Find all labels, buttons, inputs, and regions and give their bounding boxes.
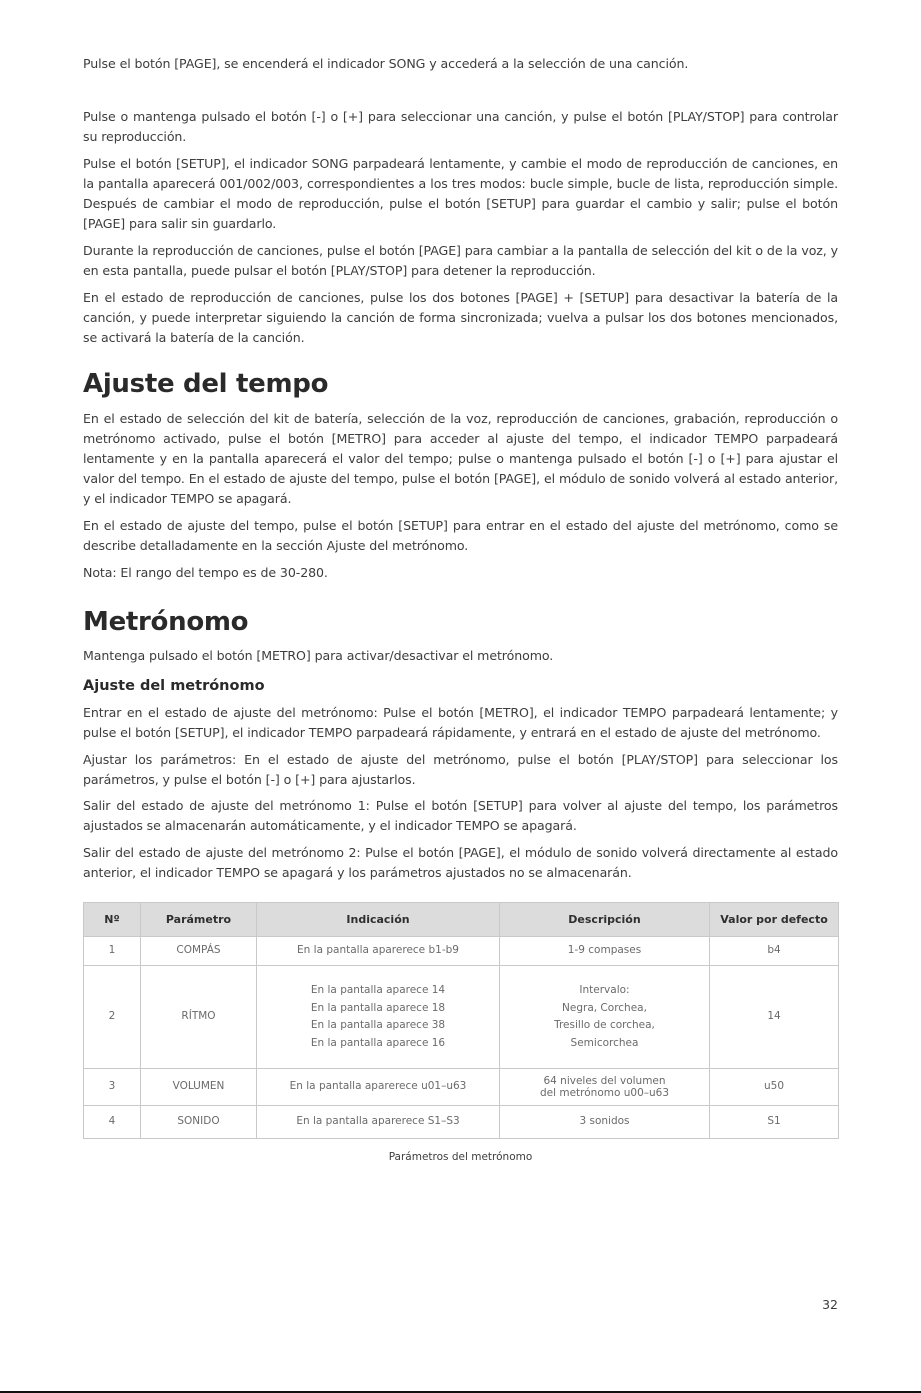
cell-num: 1 — [84, 937, 141, 966]
description-line: Tresillo de corchea, — [554, 1019, 655, 1031]
table-header-row — [84, 903, 839, 937]
description-line: del metrónomo u00–u63 — [539, 1087, 670, 1099]
header-param: Parámetro — [141, 903, 257, 937]
table-caption: Parámetros del metrónomo — [388, 1151, 533, 1163]
cell-param: VOLUMEN — [141, 1069, 257, 1106]
cell-default: S1 — [710, 1106, 839, 1139]
cell-description: 3 sonidos — [500, 1106, 710, 1139]
metronome-paragraph-3: Salir del estado de ajuste del metrónomo 1: Pulse el botón [SETUP] para volver al ajuste del tempo, los parámetros ajustados se almacenarán automáticamente, y el indicador TEMPO se apagará. — [83, 798, 838, 833]
header-default: Valor por defecto — [710, 903, 839, 937]
header-indication: Indicación — [257, 903, 500, 937]
intro-paragraph-5: En el estado de reproducción de canciones, pulse los dos botones [PAGE] + [SETUP] para desactivar la batería de la canción, y puede interpretar siguiendo la canción de forma sincronizada; vuelva a pulsar los dos botones mencionados, se activará la batería de la canción. — [83, 290, 838, 345]
tempo-paragraph-1: En el estado de selección del kit de batería, selección de la voz, reproducción de canciones, grabación, reproducción o metrónomo activado, pulse el botón [METRO] para acceder al ajuste del tempo, el indicador TEMPO parpadeará lentamente y en la pantalla aparecerá el valor del tempo; pulse o mantenga pulsado el botón [-] o [+] para ajustar el valor del tempo. En el estado de ajuste del tempo, pulse el botón [PAGE], el módulo de sonido volverá al estado anterior, y el indicador TEMPO se apagará. — [83, 411, 838, 506]
cell-param: SONIDO — [141, 1106, 257, 1139]
intro-paragraph-2: Pulse o mantenga pulsado el botón [-] o [+] para seleccionar una canción, y pulse el botón [PLAY/STOP] para controlar su reproducción. — [83, 109, 838, 144]
table-row — [84, 937, 839, 966]
metronome-parameters-table — [83, 902, 839, 1139]
header-num: Nº — [84, 903, 141, 937]
tempo-note: Nota: El rango del tempo es de 30-280. — [83, 565, 328, 580]
cell-indication — [257, 966, 500, 1069]
table-row — [84, 1069, 839, 1106]
indication-line: En la pantalla aparece 18 — [310, 1001, 446, 1014]
cell-num: 2 — [84, 966, 141, 1069]
tempo-paragraph-2: En el estado de ajuste del tempo, pulse el botón [SETUP] para entrar en el estado del ajuste del metrónomo, como se describe detalladamente en la sección Ajuste del metrónomo. — [83, 518, 838, 553]
metronome-paragraph-2: Ajustar los parámetros: En el estado de ajuste del metrónomo, pulse el botón [PLAY/STOP] para seleccionar los parámetros, y pulse el botón [-] o [+] para ajustarlos. — [83, 752, 838, 787]
description-line: Semicorchea — [570, 1036, 639, 1049]
cell-description: 1-9 compases — [500, 937, 710, 966]
metronome-paragraph-1: Entrar en el estado de ajuste del metrónomo: Pulse el botón [METRO], el indicador TEMPO parpadeará lentamente; y pulse el botón [SETUP], el indicador TEMPO parpadeará rápidamente, y entrará en el estado de ajuste del metrónomo. — [83, 705, 838, 740]
metronome-subheading: Ajuste del metrónomo — [83, 678, 265, 694]
cell-description — [500, 1069, 710, 1106]
metronome-paragraph-4: Salir del estado de ajuste del metrónomo 2: Pulse el botón [PAGE], el módulo de sonido volverá directamente al estado anterior, el indicador TEMPO se apagará y los parámetros ajustados no se almacenarán. — [83, 845, 838, 880]
tempo-heading: Ajuste del tempo — [83, 369, 329, 399]
intro-paragraph-3: Pulse el botón [SETUP], el indicador SONG parpadeará lentamente, y cambie el modo de reproducción de canciones, en la pantalla aparecerá 001/002/003, correspondientes a los tres modos: bucle simple, bucle de lista, reproducción simple. Después de cambiar el modo de reproducción, pulse el botón [SETUP] para guardar el cambio y salir; pulse el botón [PAGE] para salir sin guardarlo. — [83, 156, 838, 231]
header-description: Descripción — [500, 903, 710, 937]
cell-param: COMPÁS — [141, 937, 257, 966]
cell-description — [500, 966, 710, 1069]
page-number: 32 — [822, 1297, 838, 1312]
indication-line: En la pantalla aparece 14 — [310, 984, 446, 996]
table-row — [84, 966, 839, 1069]
cell-num: 4 — [84, 1106, 141, 1139]
indication-line: En la pantalla aparece 38 — [310, 1019, 446, 1031]
description-line: 64 niveles del volumen — [543, 1075, 666, 1087]
intro-paragraph-1: Pulse el botón [PAGE], se encenderá el indicador SONG y accederá a la selección de una canción. — [83, 56, 689, 71]
intro-paragraph-4: Durante la reproducción de canciones, pulse el botón [PAGE] para cambiar a la pantalla de selección del kit o de la voz, y en esta pantalla, puede pulsar el botón [PLAY/STOP] para detener la reproducción. — [83, 243, 838, 278]
description-line: Intervalo: — [579, 984, 630, 996]
metronome-intro: Mantenga pulsado el botón [METRO] para activar/desactivar el metrónomo. — [83, 648, 554, 663]
cell-default: b4 — [710, 937, 839, 966]
cell-param: RÍTMO — [141, 966, 257, 1069]
cell-num: 3 — [84, 1069, 141, 1106]
indication-line: En la pantalla aparece 16 — [310, 1036, 446, 1049]
cell-indication: En la pantalla aparerece u01–u63 — [257, 1069, 500, 1106]
description-line: Negra, Corchea, — [562, 1001, 647, 1014]
cell-indication: En la pantalla aparerece S1–S3 — [257, 1106, 500, 1139]
table-row — [84, 1106, 839, 1139]
cell-default: 14 — [710, 966, 839, 1069]
metronome-heading: Metrónomo — [83, 607, 249, 637]
cell-default: u50 — [710, 1069, 839, 1106]
cell-indication: En la pantalla aparerece b1-b9 — [257, 937, 500, 966]
